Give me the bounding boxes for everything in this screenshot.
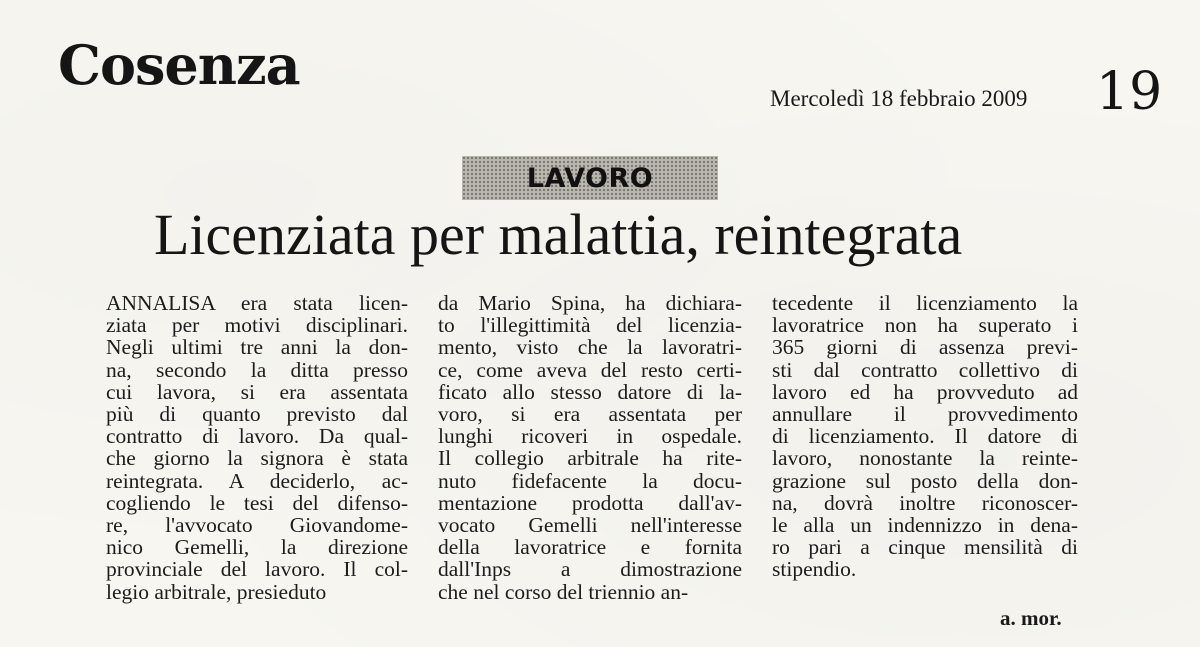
article-line: più di quanto previsto dal — [106, 402, 408, 427]
kicker-banner — [462, 156, 718, 200]
article-line: to l'illegittimità del licenzia- — [438, 313, 742, 338]
article-line: tecedente il licenziamento la — [772, 291, 1078, 315]
article-line: lavoro, nonostante la reinte- — [772, 446, 1078, 471]
article-line: 365 giorni di assenza previ- — [772, 335, 1078, 360]
article-line: Negli ultimi tre anni la don- — [106, 335, 408, 360]
article-line: cui lavora, si era assentata — [106, 379, 408, 404]
article-line: ANNALISA era stata licen- — [106, 291, 408, 315]
article-headline: Licenziata per malattia, reintegrata — [154, 202, 963, 267]
article-line: na, secondo la ditta presso — [106, 357, 408, 382]
article-line: nico Gemelli, la direzione — [106, 535, 408, 560]
article-line: re, l'avvocato Giovandome- — [106, 513, 408, 538]
article-line: che giorno la signora è stata — [106, 446, 408, 471]
article-line: ce, come aveva del resto certi- — [438, 357, 742, 382]
article-line: ziata per motivi disciplinari. — [106, 313, 408, 338]
article-line: Il collegio arbitrale ha rite- — [438, 446, 742, 471]
article-line: le alla un indennizzo in dena- — [772, 513, 1078, 538]
article-line: lunghi ricoveri in ospedale. — [438, 424, 742, 449]
article-line: na, dovrà inoltre riconoscer- — [772, 490, 1078, 515]
article-line: provinciale del lavoro. Il col- — [106, 557, 408, 582]
article-line: della lavoratrice e fornita — [438, 535, 742, 560]
article-line: lavoratrice non ha superato i — [772, 313, 1078, 338]
article-column-3 — [772, 292, 1078, 581]
article-line: legio arbitrale, presieduto — [106, 579, 327, 604]
article-line: vocato Gemelli nell'interesse — [438, 513, 742, 538]
article-line: cogliendo le tesi del difenso- — [106, 490, 408, 515]
article-line: lavoro ed ha provveduto ad — [772, 379, 1078, 404]
article-line: nuto fidefacente la docu- — [438, 468, 742, 493]
article-line: stipendio. — [772, 557, 857, 582]
article-line: reintegrata. A deciderlo, ac- — [106, 468, 408, 493]
article-column-1 — [106, 292, 408, 603]
page-number: 19 — [1096, 62, 1163, 122]
section-title: Cosenza — [58, 33, 300, 97]
article-line: mento, visto che la lavoratri- — [438, 335, 742, 360]
article-line: contratto di lavoro. Da qual- — [106, 424, 408, 449]
author-signature: a. mor. — [1000, 606, 1062, 630]
article-line: mentazione prodotta dall'av- — [438, 490, 742, 515]
article-line: dall'Inps a dimostrazione — [438, 557, 742, 582]
article-line: voro, si era assentata per — [438, 402, 742, 427]
article-line: che nel corso del triennio an- — [438, 579, 689, 604]
article-line: di licenziamento. Il datore di — [772, 424, 1078, 449]
article-line: ro pari a cinque mensilità di — [772, 535, 1078, 560]
kicker-label: LAVORO — [526, 162, 654, 194]
article-column-2 — [438, 292, 742, 603]
article-line: ficato allo stesso datore di la- — [438, 379, 742, 404]
article-line: da Mario Spina, ha dichiara- — [438, 291, 742, 315]
article-line: grazione sul posto della don- — [772, 468, 1078, 493]
issue-date: Mercoledì 18 febbraio 2009 — [770, 86, 1028, 111]
article-line: sti dal contratto collettivo di — [772, 357, 1078, 382]
article-line: annullare il provvedimento — [772, 402, 1078, 427]
